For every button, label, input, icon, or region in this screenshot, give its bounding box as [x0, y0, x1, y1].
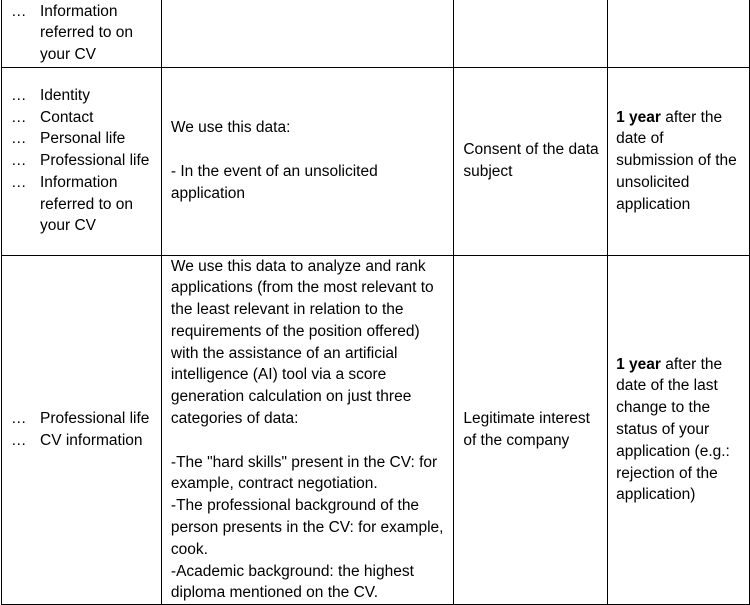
purpose-text: -The professional background of the person presents in the CV: for example, cook.: [170, 497, 444, 558]
bullet-icon: …: [11, 152, 27, 170]
paragraph-gap: [171, 139, 447, 161]
purpose-text: - In the event of an unsolicited application: [170, 163, 378, 202]
list-item: … Contact: [8, 107, 155, 129]
retention-cell: [608, 0, 750, 67]
purpose-cell: [161, 0, 453, 67]
retention-cell: [608, 67, 750, 255]
bullet-icon: …: [11, 86, 27, 104]
table-row: [2, 0, 750, 67]
retention-period: 1 year: [616, 108, 661, 126]
table-row: [2, 255, 750, 605]
data-categories-cell: [2, 0, 162, 67]
bullet-icon: …: [11, 130, 27, 148]
purpose-cell: [161, 67, 453, 255]
list-item: … Personal life: [8, 128, 155, 150]
bullet-icon: …: [11, 2, 27, 20]
table-row: [2, 67, 750, 255]
list-item: … Professional life: [8, 408, 155, 430]
list-item: … CV information: [8, 430, 155, 452]
retention-period: 1 year: [616, 355, 661, 373]
data-categories-list: [8, 1, 155, 66]
purpose-text: -The "hard skills" present in the CV: for example, contract negotiation.: [170, 453, 438, 493]
bullet-icon: …: [11, 173, 27, 191]
retention-text: after the date of the last change to the status of your application (e.g.: rejection of the application): [616, 355, 730, 504]
purpose-text: We use this data to analyze and rank applications (from the most relevant to the least relevant in relation to the requirements of the position offered) with the assistance of an artificial intelligence (AI) tool via a score generation calculation on just three categories of data:: [170, 257, 434, 428]
data-categories-cell: [2, 67, 162, 255]
retention-cell: [608, 255, 750, 605]
retention-text: after the date of submission of the unsolicited application: [616, 108, 737, 213]
purpose-cell: [161, 255, 453, 605]
list-item: … Information referred to on your CV: [11, 173, 134, 235]
legal-basis-text: Consent of the data subject: [463, 141, 599, 180]
purpose-text: -Academic background: the highest diploma mentioned on the CV.: [170, 562, 414, 602]
legal-basis-cell: [454, 255, 608, 605]
list-item: … Information referred to on your CV: [11, 2, 134, 64]
legal-basis-text: Legitimate interest of the company: [463, 410, 590, 449]
list-item: … Identity: [8, 85, 155, 107]
bullet-icon: …: [11, 108, 27, 126]
purpose-text: We use this data:: [170, 119, 291, 137]
bullet-icon: …: [11, 410, 27, 428]
data-categories-list: [8, 85, 155, 238]
legal-basis-cell: [454, 67, 608, 255]
paragraph-gap: [171, 430, 447, 452]
data-categories-cell: [2, 255, 162, 605]
list-item: … Professional life: [8, 150, 155, 172]
data-processing-table: [1, 0, 750, 605]
legal-basis-cell: [454, 0, 608, 67]
data-categories-list: [8, 408, 155, 452]
bullet-icon: …: [11, 431, 27, 449]
